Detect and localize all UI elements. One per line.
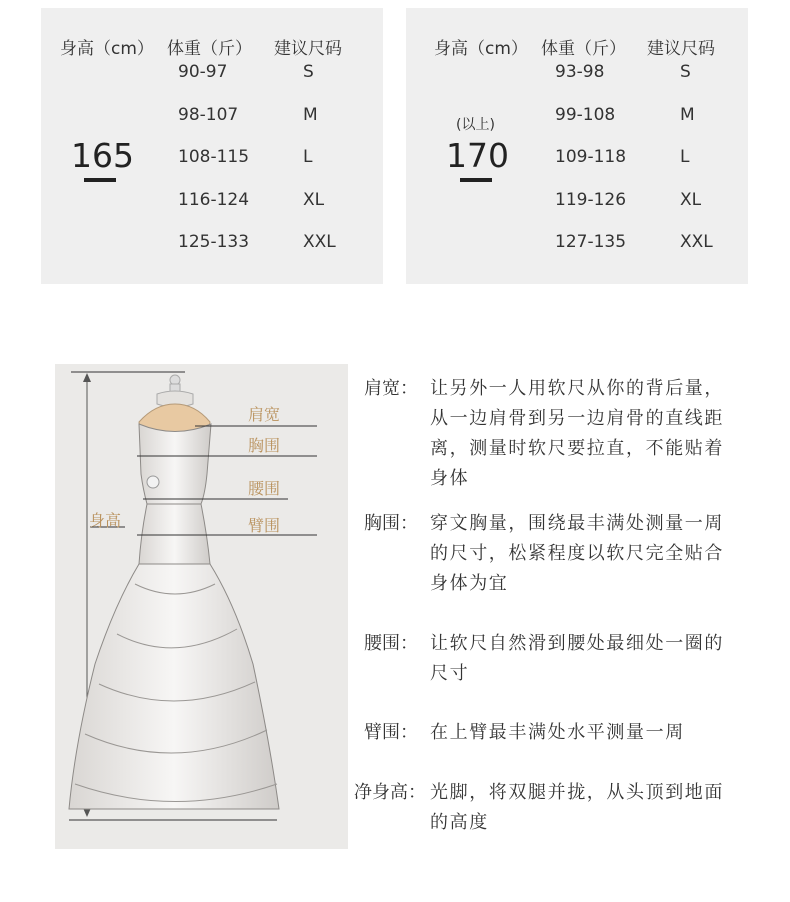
dress-drawing: [55, 364, 348, 849]
header-weight: 体重（斤）: [541, 39, 626, 59]
label-waist: 腰围: [248, 479, 281, 498]
header-height: 身高（cm）: [434, 39, 528, 59]
measure-desc: 让另外一人用软尺从你的背后量，从一边肩骨到另一边肩骨的直线距离，测量时软尺要拉直，不能贴着身体: [430, 378, 724, 489]
size-cell: S: [303, 62, 314, 82]
size-cell: L: [303, 147, 313, 167]
measure-desc: 在上臂最丰满处水平测量一周: [430, 722, 685, 743]
header-size: 建议尺码: [274, 39, 342, 59]
size-cell: M: [680, 105, 695, 125]
size-cell: XXL: [303, 232, 336, 252]
size-cell: S: [680, 62, 691, 82]
weight-cell: 108-115: [178, 147, 250, 167]
height-underline: [460, 178, 492, 182]
weight-cell: 90-97: [178, 62, 228, 82]
measure-arm: [354, 718, 730, 750]
size-cell: XL: [680, 190, 702, 210]
height-underline: [84, 178, 116, 182]
measure-term: 净身高：: [354, 782, 426, 803]
height-value: 165: [71, 136, 134, 175]
size-cell: XL: [303, 190, 325, 210]
label-chest: 胸围: [248, 436, 281, 455]
measure-term: 臂围：: [364, 722, 418, 743]
height-note: (以上): [456, 117, 495, 133]
measure-desc: 光脚，将双腿并拢，从头顶到地面的高度: [430, 782, 724, 833]
weight-cell: 109-118: [555, 147, 627, 167]
weight-cell: 99-108: [555, 105, 616, 125]
weight-cell: 119-126: [555, 190, 627, 210]
weight-cell: 93-98: [555, 62, 605, 82]
measure-chest: [354, 509, 730, 601]
measure-term: 腰围：: [364, 633, 418, 654]
measure-desc: 让软尺自然滑到腰处最细处一圈的尺寸: [430, 633, 724, 684]
header-weight: 体重（斤）: [167, 39, 252, 59]
measure-desc: 穿文胸量，围绕最丰满处测量一周的尺寸，松紧程度以软尺完全贴合身体为宜: [430, 513, 724, 594]
dress-illustration: [55, 364, 348, 849]
height-value: 170: [446, 136, 509, 175]
measure-term: 胸围：: [364, 513, 418, 534]
size-cell: M: [303, 105, 318, 125]
label-height: 身高: [89, 511, 122, 530]
measure-waist: [354, 629, 730, 691]
size-card-170: [406, 8, 748, 284]
weight-cell: 98-107: [178, 105, 239, 125]
weight-cell: 127-135: [555, 232, 627, 252]
size-card-165: [41, 8, 383, 284]
header-size: 建议尺码: [647, 39, 715, 59]
label-arm: 臂围: [248, 516, 281, 535]
measure-shoulder: [354, 374, 730, 489]
measure-term: 肩宽：: [364, 378, 418, 399]
weight-cell: 116-124: [178, 190, 250, 210]
header-height: 身高（cm）: [60, 39, 154, 59]
size-cell: L: [680, 147, 690, 167]
size-cell: XXL: [680, 232, 713, 252]
weight-cell: 125-133: [178, 232, 250, 252]
measure-height: [354, 778, 730, 840]
label-shoulder: 肩宽: [248, 405, 281, 424]
